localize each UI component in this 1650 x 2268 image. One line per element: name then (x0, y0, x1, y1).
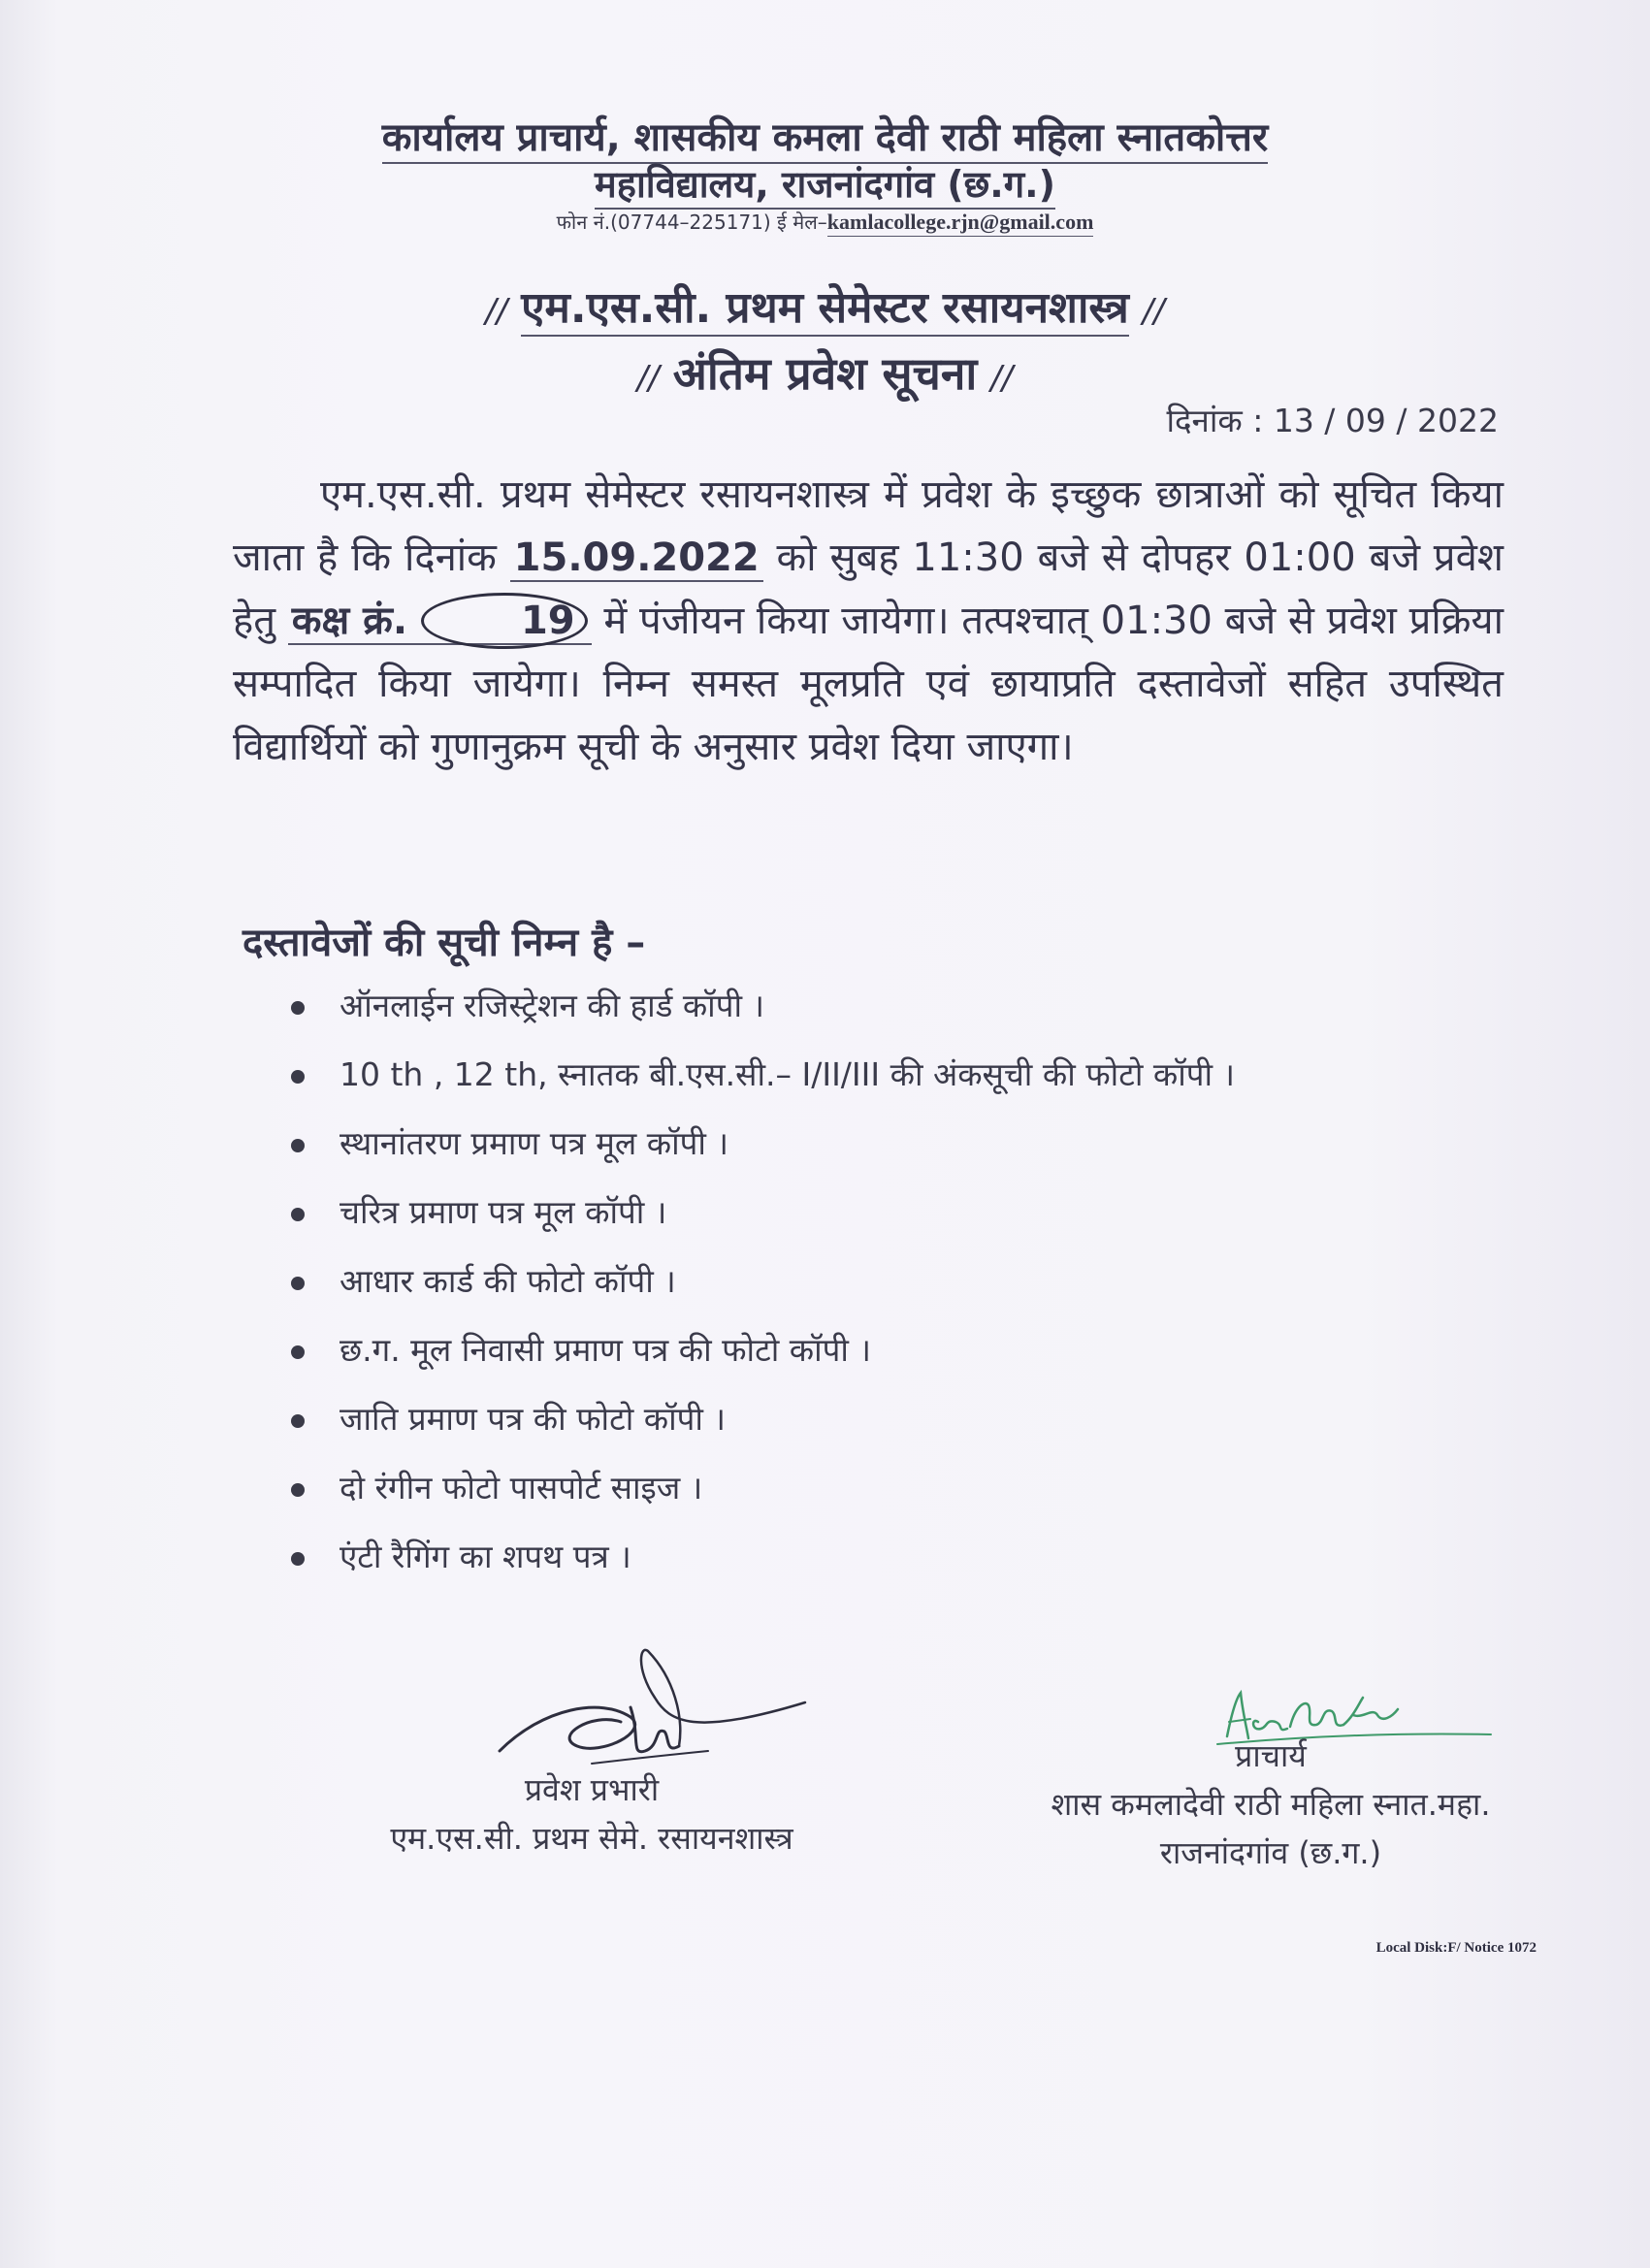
signatory-role-right: प्राचार्य (1235, 1737, 1307, 1774)
notice-heading: अंतिम प्रवेश सूचना (672, 347, 978, 400)
email-text: kamlacollege.rjn@gmail.com (827, 210, 1094, 237)
title-slash-right: // (1142, 292, 1165, 331)
bullet-icon (291, 1345, 305, 1359)
body-part2: को सुबह 11:30 बजे से दोपहर 01:00 बजे प्रवेश हेतु (233, 535, 1504, 643)
signatory-org-right: शास कमलादेवी राठी महिला स्नात.महा. (1051, 1786, 1491, 1823)
signatory-role-left: प्रवेश प्रभारी (524, 1771, 660, 1808)
bullet-icon (291, 1139, 305, 1152)
title2-slash-left: // (636, 359, 660, 398)
title2-slash-right: // (990, 359, 1014, 398)
phone-text: फोन नं.(07744–225171) ई मेल– (556, 211, 827, 234)
admission-incharge-signature (485, 1639, 815, 1775)
file-reference: Local Disk:F/ Notice 1072 (1375, 1940, 1537, 1956)
signatory-place-right: राजनांदगांव (छ.ग.) (1159, 1834, 1382, 1871)
list-item: एंटी रैगिंग का शपथ पत्र । (291, 1533, 1552, 1602)
title-slash-left: // (485, 292, 508, 331)
list-item: छ.ग. मूल निवासी प्रमाण पत्र की फोटो कॉपी । (291, 1326, 1552, 1395)
bullet-icon (291, 1552, 305, 1566)
room-label: कक्ष क्रं. (291, 599, 408, 643)
bullet-icon (291, 1414, 305, 1428)
list-item: दो रंगीन फोटो पासपोर्ट साइज । (291, 1464, 1552, 1533)
body-part3: में पंजीयन किया जायेगा। तत्पश्चात् 01:30 बजे से प्रवेश प्रक्रिया सम्पादित किया जायेगा। निम्न समस्त मूलप्रति एवं छायाप्रति दस्तावेजों सहित उपस्थित विद्यार्थियों को गुणानुक्रम सूची के अनुसार प्रवेश दिया जाएगा। (233, 599, 1504, 769)
notice-title-line1 (0, 276, 1650, 335)
bullet-icon (291, 1070, 305, 1084)
right-signature-block (999, 1732, 1542, 1877)
signatory-dept-left: एम.एस.सी. प्रथम सेमे. रसायनशास्त्र (390, 1820, 793, 1857)
list-item: जाति प्रमाण पत्र की फोटो कॉपी । (291, 1395, 1552, 1464)
office-header-line1: कार्यालय प्राचार्य, शासकीय कमला देवी राठी महिला स्नातकोत्तर (0, 109, 1650, 162)
bullet-icon (291, 1001, 305, 1015)
left-signature-block (291, 1766, 892, 1863)
bullet-icon (291, 1277, 305, 1290)
contact-line (0, 209, 1650, 235)
list-item: 10 th , 12 th, स्नातक बी.एस.सी.– I/II/III की अंकसूची की फोटो कॉपी । (291, 1051, 1552, 1119)
documents-list-title: दस्तावेजों की सूची निम्न है – (243, 921, 646, 965)
room-number: 19 (421, 593, 588, 649)
body-part1: एम.एस.सी. प्रथम सेमेस्टर रसायनशास्त्र में प्रवेश के इच्छुक छात्राओं को सूचित किया जाता है कि दिनांक (233, 472, 1504, 580)
documents-list (291, 982, 1552, 1602)
notice-date: दिनांक : 13 / 09 / 2022 (1166, 402, 1499, 439)
notice-title-line2 (0, 342, 1650, 403)
notice-body (233, 464, 1504, 779)
office-header-line2: महाविद्यालय, राजनांदगांव (छ.ग.) (0, 158, 1650, 209)
room-reference (288, 599, 592, 645)
bullet-icon (291, 1208, 305, 1221)
list-item: स्थानांतरण प्रमाण पत्र मूल कॉपी । (291, 1119, 1552, 1188)
list-item: चरित्र प्रमाण पत्र मूल कॉपी । (291, 1188, 1552, 1257)
bullet-icon (291, 1483, 305, 1497)
admission-date: 15.09.2022 (510, 535, 763, 582)
course-title: एम.एस.सी. प्रथम सेमेस्टर रसायनशास्त्र (521, 283, 1129, 337)
list-item: ऑनलाईन रजिस्ट्रेशन की हार्ड कॉपी । (291, 982, 1552, 1051)
list-item: आधार कार्ड की फोटो कॉपी । (291, 1257, 1552, 1326)
